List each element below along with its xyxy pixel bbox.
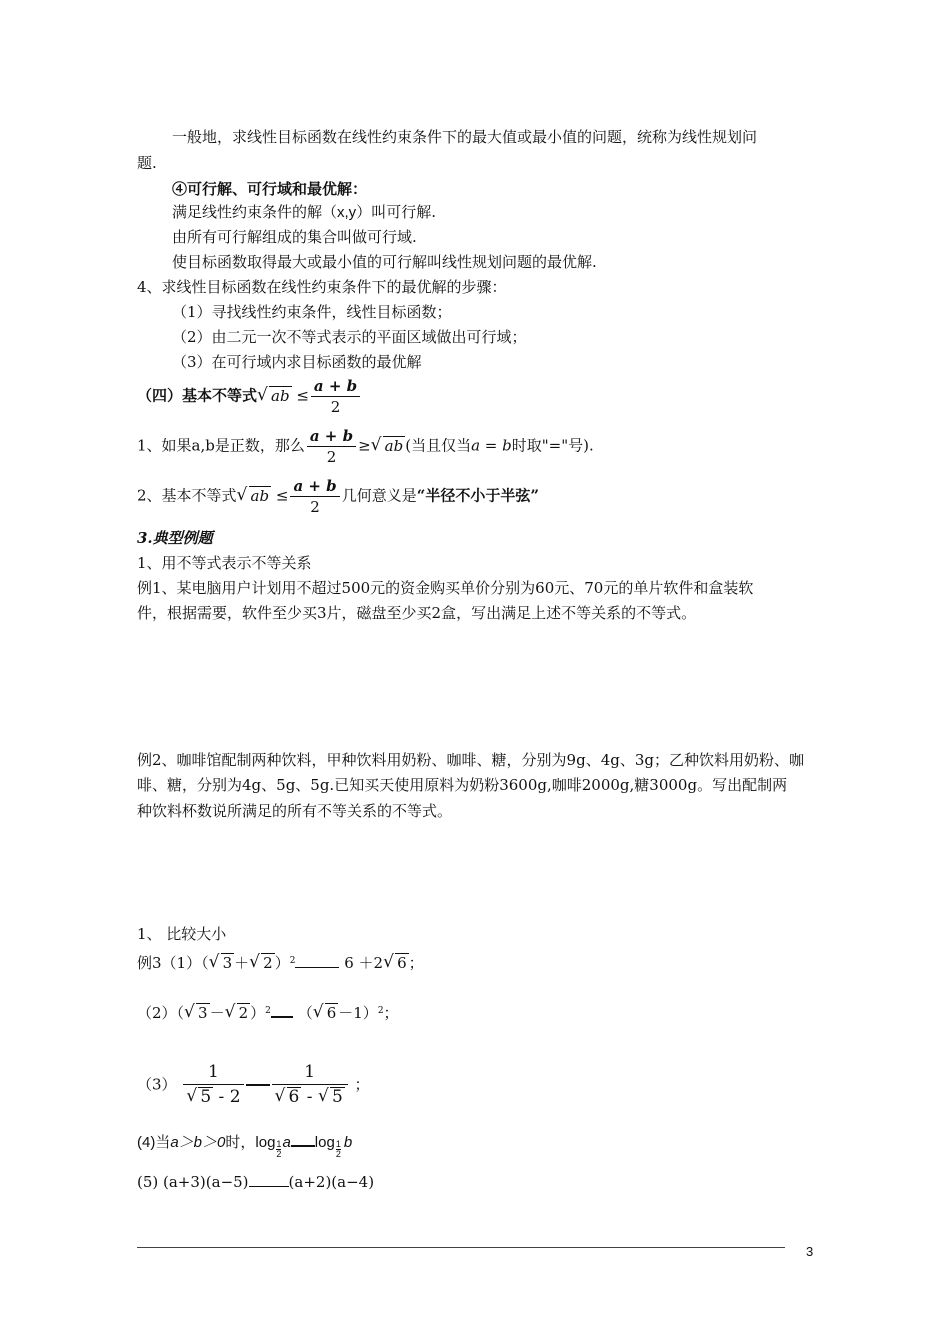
sqrt-5: √ 5 (319, 1085, 345, 1109)
fraction-1-over-sqrt5-minus-2: 1 √ 5 - 2 (183, 1060, 243, 1109)
item1-paren: (当且仅当 (405, 436, 472, 455)
examples-heading: 3.典型例题 (137, 529, 213, 547)
item2-quote: “半径不小于半弦” (416, 486, 539, 505)
footer-rule (137, 1247, 785, 1248)
inequality-item-1 (137, 426, 594, 467)
sqrt-2: √ 2 (226, 1002, 251, 1024)
examples-sub-1: 1、用不等式表示不等关系 (137, 554, 312, 572)
item1-eq: a = b (471, 436, 512, 455)
sqrt-6: √ 6 (314, 1002, 339, 1024)
answer-blank (249, 1186, 289, 1187)
sqrt-ab: √ ab (258, 385, 292, 407)
intro-line-2: 题. (137, 154, 157, 172)
fraction-1-over-sqrt6-minus-sqrt5: 1 √ 6 - √ 5 (272, 1060, 348, 1109)
example-2-line-3: 种饮料杯数说所满足的所有不等关系的不等式。 (137, 802, 453, 820)
example-3-part-3: （3） 1 √ 5 - 2 1 √ 6 - √ 5 ； (137, 1060, 370, 1109)
fraction-a-plus-b-over-2: $\frac{a + b}{2}$ (290, 476, 339, 517)
feasible-line-a (172, 201, 436, 224)
steps-item-1: （1）寻找线性约束条件，线性目标函数； (172, 303, 452, 321)
log-base-half: $\frac{1}{2}$ (335, 1139, 341, 1159)
item2-pre: 2、基本不等式 (137, 486, 237, 505)
example-1-line-1: 例1、某电脑用户计划用不超过500元的资金购买单价分别为60元、70元的单片软件和盒装软 (137, 579, 754, 597)
sqrt-ab: √ ab (238, 485, 272, 507)
example-3-part-2: （2）（√ 3 －√ 2 ）$^2$ （√ 6 －1）$^2$； (137, 1002, 399, 1024)
sqrt-6: √ 6 (384, 952, 409, 974)
sqrt-ab: √ ab (372, 435, 406, 457)
intro-line-1: 一般地，求线性目标函数在线性约束条件下的最大值或最小值的问题，统称为线性规划问 (172, 128, 758, 146)
feasible-line-b: 由所有可行解组成的集合叫做可行域. (172, 228, 417, 246)
example-3-part-4: (4)当a＞b＞0时，log $\frac{1}{2}a$ log $\frac{1}{2}$ b (137, 1134, 353, 1159)
le-sign: ≤ (296, 386, 309, 405)
inequality-item-2 (137, 476, 539, 517)
item1-pre: 1、如果a,b是正数，那么 (137, 436, 305, 455)
feasible-line-a-var: x,y (337, 204, 357, 221)
steps-title: 4、求线性目标函数在线性约束条件下的最优解的步骤： (137, 278, 507, 296)
examples-sub-2: 1、 比较大小 (137, 925, 227, 943)
inequality-heading: （四）基本不等式 (137, 386, 258, 405)
fraction-a-plus-b-over-2: $\frac{a + b}{2}$ (307, 426, 356, 467)
item2-mid: 几何意义是 (341, 486, 417, 505)
feasible-heading: ④可行解、可行域和最优解： (172, 180, 368, 198)
example-1-line-2: 件，根据需要，软件至少买3片，磁盘至少买2盒，写出满足上述不等关系的不等式。 (137, 604, 697, 622)
le-sign: ≤ (275, 486, 289, 505)
feasible-line-a-pre: 满足线性约束条件的解（ (172, 203, 338, 221)
fraction-a-plus-b-over-2: $\frac{a + b}{2}$ (311, 376, 360, 417)
sqrt-2: √ 2 (250, 952, 275, 974)
inequality-heading-row (137, 376, 362, 417)
example-3-part-5: (5) (a+3)(a−5) (a+2)(a−4) (137, 1173, 375, 1191)
log-base-half: $\frac{1}{2}$ (276, 1139, 282, 1159)
answer-blank (295, 967, 339, 968)
example-3-part-1: 例3（1）（√ 3 ＋√ 2 ）$^2$ 6 ＋2√ 6 ； (137, 952, 424, 974)
feasible-line-c: 使目标函数取得最大或最小值的可行解叫线性规划问题的最优解. (172, 253, 597, 271)
sqrt-3: √ 3 (210, 952, 235, 974)
example-2-line-1: 例2、咖啡馆配制两种饮料，甲种饮料用奶粉、咖啡、糖，分别为9g、4g、3g；乙种饮料用奶粉、咖 (137, 751, 804, 769)
item1-post: 时取"="号). (511, 436, 594, 455)
page-number: 3 (806, 1244, 814, 1259)
example-2-line-2: 啡、糖，分别为4g、5g、5g.已知买天使用原料为奶粉3600g,咖啡2000g,糖3000g。写出配制两 (137, 776, 788, 794)
feasible-line-a-post: ）叫可行解. (356, 203, 436, 221)
answer-blank (246, 1084, 270, 1086)
answer-blank (291, 1145, 315, 1147)
sqrt-6: √ 6 (276, 1085, 302, 1109)
sqrt-5: √ 5 (187, 1085, 213, 1109)
steps-item-2: （2）由二元一次不等式表示的平面区域做出可行域； (172, 328, 527, 346)
steps-item-3: （3）在可行域内求目标函数的最优解 (172, 353, 422, 371)
sqrt-3: √ 3 (185, 1002, 210, 1024)
answer-blank (271, 1016, 293, 1018)
ge-sign: ≥ (358, 436, 371, 455)
